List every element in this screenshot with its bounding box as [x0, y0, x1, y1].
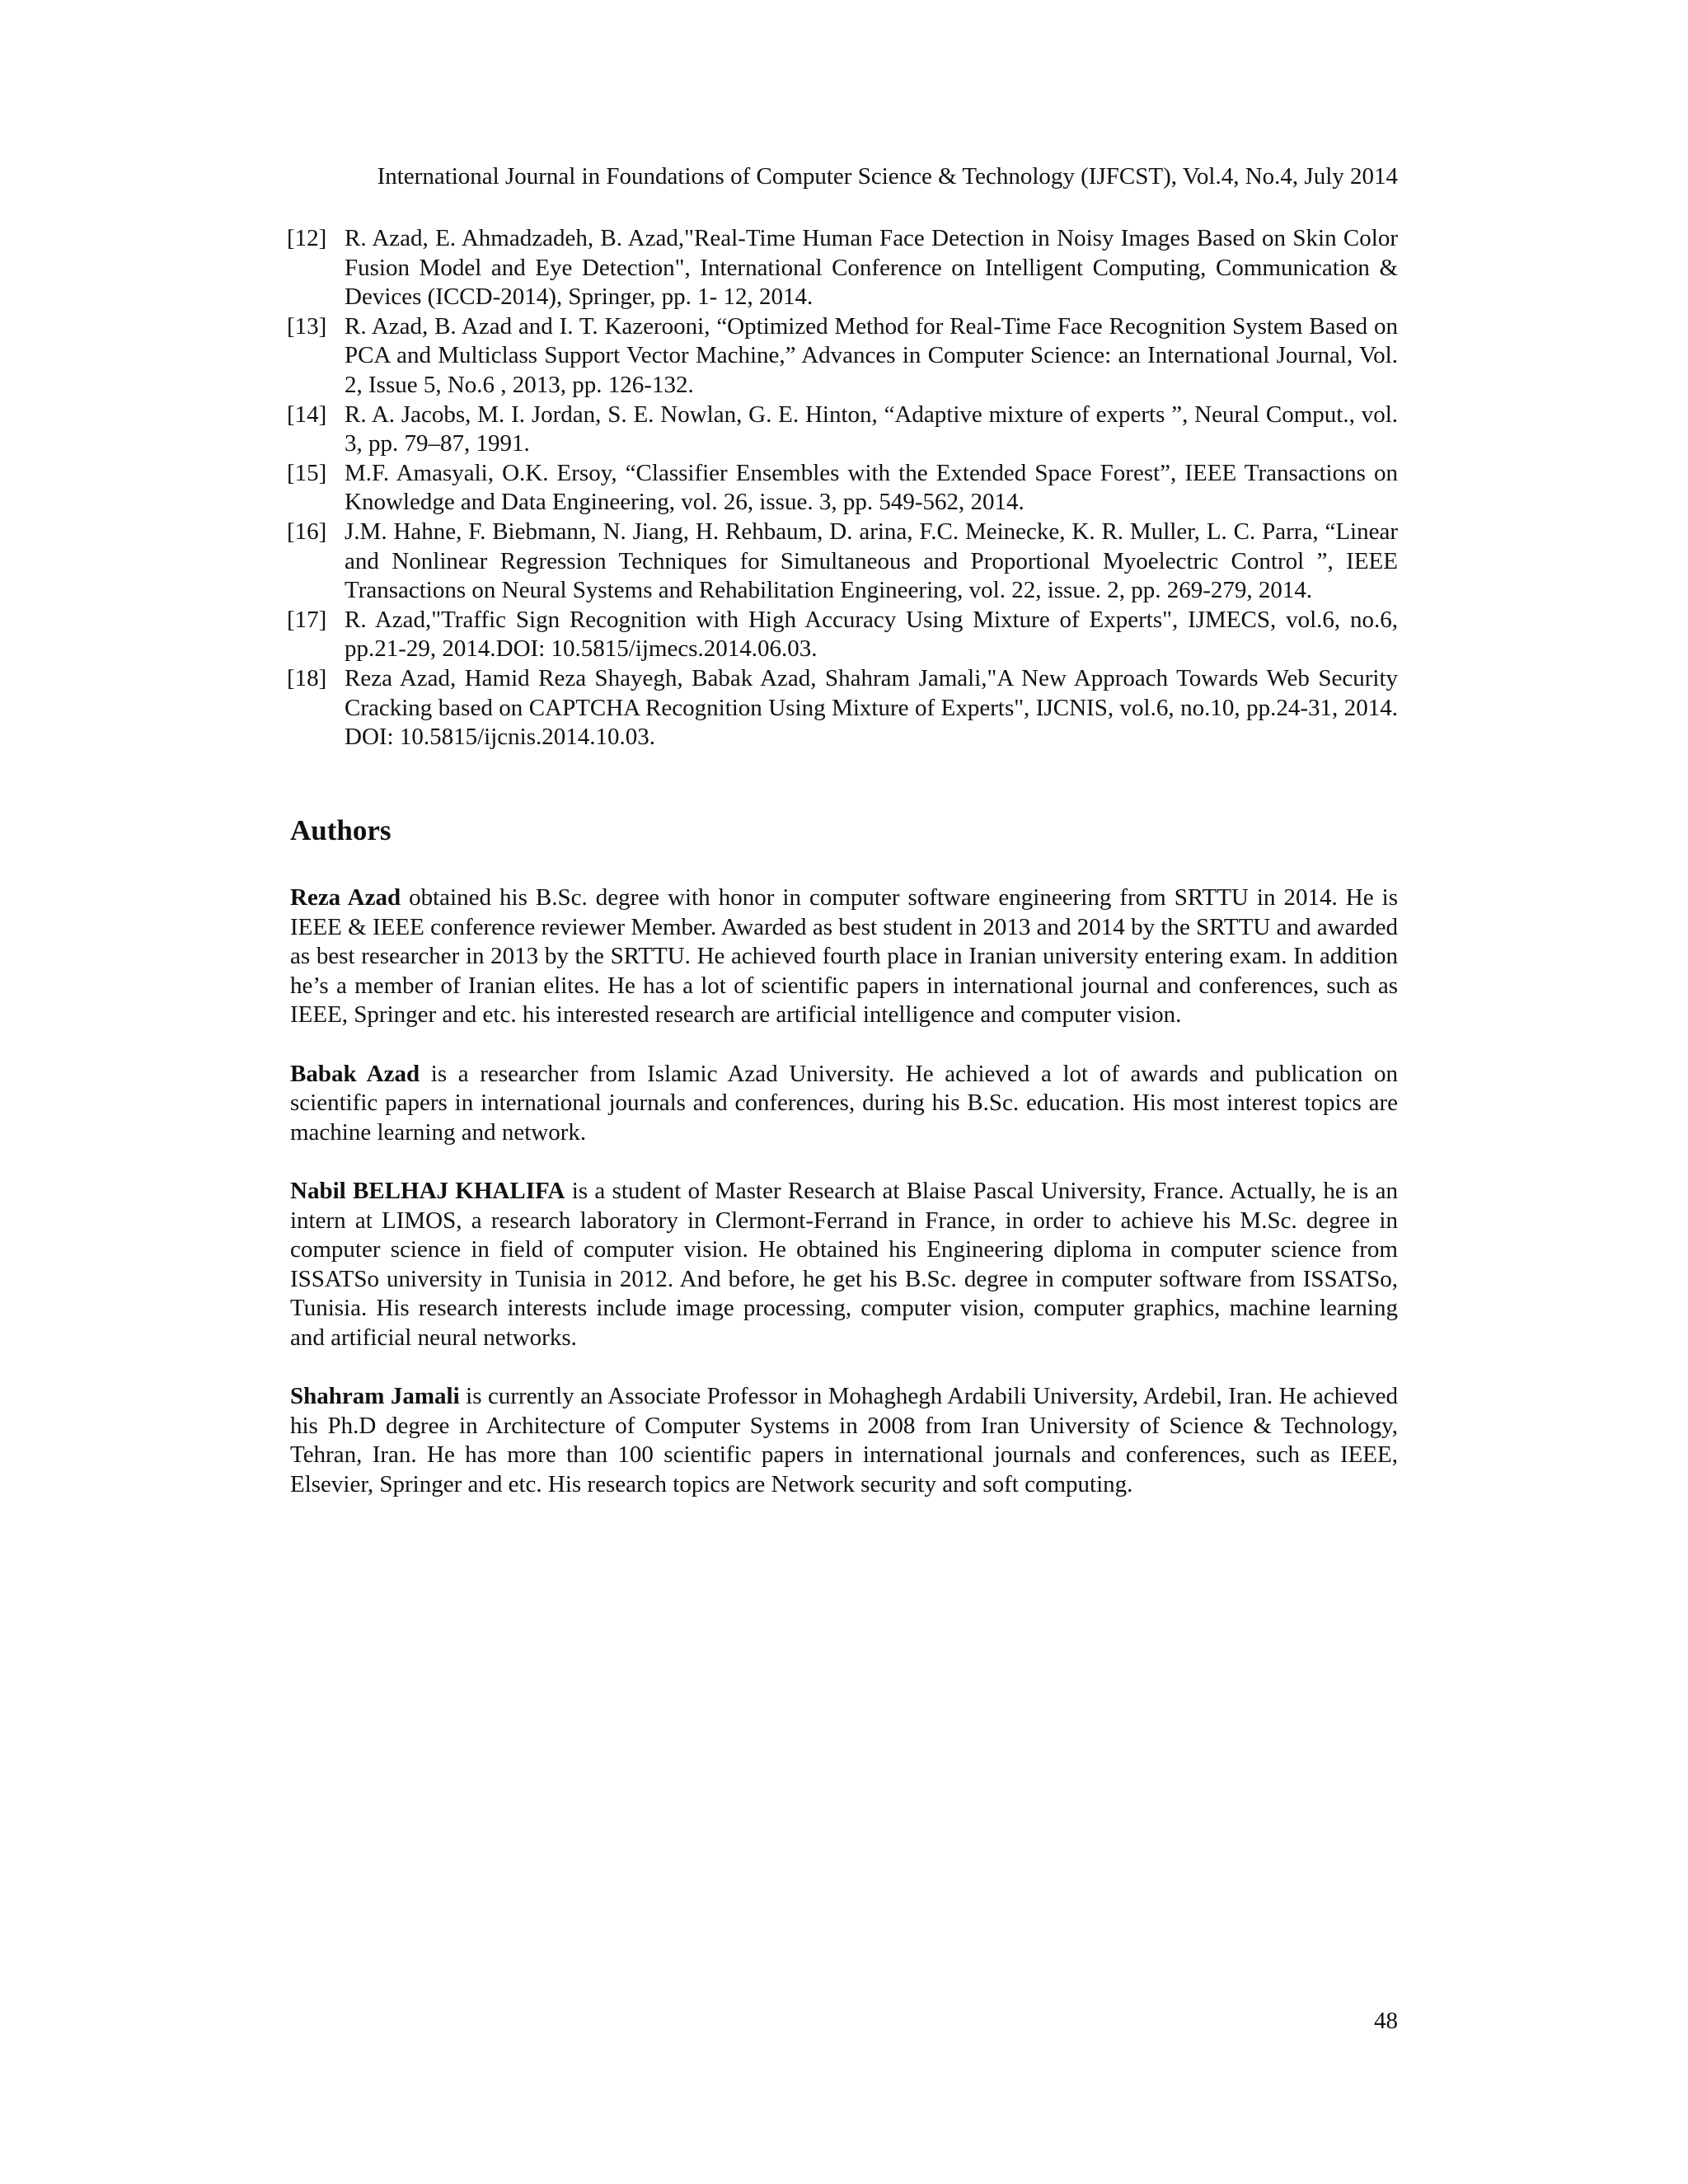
running-header: International Journal in Foundations of Computer Science & Technology (IJFCST), Vol.4, No.4, July 2014: [377, 163, 1398, 190]
reference-label: [13]: [287, 312, 327, 340]
author-bio: [290, 1382, 1398, 1499]
reference-text: R. Azad, E. Ahmadzadeh, B. Azad,"Real-Time Human Face Detection in Noisy Images Based on Skin Color Fusion Model and Eye Detection", International Conference on Intelligent Computing, Communication & Devices (ICCD-2014), Springer, pp. 1- 12, 2014.: [345, 225, 1398, 311]
author-name: Babak Azad: [290, 1060, 420, 1087]
reference-item: [287, 459, 1398, 518]
reference-text: R. Azad, B. Azad and I. T. Kazerooni, “Optimized Method for Real-Time Face Recognition System Based on PCA and Multiclass Support Vector Machine,” Advances in Computer Science: an International Journal, Vol. 2, Issue 5, No.6 , 2013, pp. 126-132.: [345, 312, 1398, 398]
reference-item: [287, 401, 1398, 459]
reference-list: [287, 224, 1398, 752]
reference-item: [287, 606, 1398, 664]
reference-item: [287, 312, 1398, 401]
reference-label: [17]: [287, 606, 327, 633]
author-name: Reza Azad: [290, 884, 401, 911]
reference-label: [16]: [287, 518, 327, 545]
page-number: 48: [1374, 2008, 1398, 2034]
author-bio-text: is a researcher from Islamic Azad University. He achieved a lot of awards and publication on scientific papers in international journals and conferences, during his B.Sc. education. His most interest topics are machine learning and network.: [290, 1060, 1398, 1146]
reference-label: [14]: [287, 401, 327, 428]
reference-item: [287, 518, 1398, 606]
reference-text: R. A. Jacobs, M. I. Jordan, S. E. Nowlan, G. E. Hinton, “Adaptive mixture of experts ”, Neural Comput., vol. 3, pp. 79–87, 1991.: [345, 401, 1398, 457]
reference-item: [287, 664, 1398, 752]
author-name: Shahram Jamali: [290, 1383, 460, 1410]
author-bio: [290, 1060, 1398, 1148]
reference-text: Reza Azad, Hamid Reza Shayegh, Babak Azad, Shahram Jamali,"A New Approach Towards Web Security Cracking based on CAPTCHA Recognition Using Mixture of Experts", IJCNIS, vol.6, no.10, pp.24-31, 2014. DOI: 10.5815/ijcnis.2014.10.03.: [345, 664, 1398, 751]
reference-label: [15]: [287, 459, 327, 486]
author-bio: [290, 1177, 1398, 1353]
reference-text: M.F. Amasyali, O.K. Ersoy, “Classifier Ensembles with the Extended Space Forest”, IEEE Transactions on Knowledge and Data Engineering, vol. 26, issue. 3, pp. 549-562, 2014.: [345, 459, 1398, 516]
reference-label: [12]: [287, 225, 327, 251]
author-bio-text: is currently an Associate Professor in Mohaghegh Ardabili University, Ardebil, Iran. He achieved his Ph.D degree in Architecture of Computer Systems in 2008 from Iran University of Science & Technology, Tehran, Iran. He has more than 100 scientific papers in international journals and conferences, such as IEEE, Elsevier, Springer and etc. His research topics are Network security and soft computing.: [290, 1383, 1398, 1497]
reference-item: [287, 224, 1398, 312]
author-name: Nabil BELHAJ KHALIFA: [290, 1177, 565, 1204]
author-bio-text: is a student of Master Research at Blaise Pascal University, France. Actually, he is an intern at LIMOS, a research laboratory in Clermont-Ferrand in France, in order to achieve his M.Sc. degree in computer science in field of computer vision. He obtained his Engineering diploma in computer science from ISSATSo university in Tunisia in 2012. And before, he get his B.Sc. degree in computer software from ISSATSo, Tunisia. His research interests include image processing, computer vision, computer graphics, machine learning and artificial neural networks.: [290, 1177, 1398, 1351]
reference-text: J.M. Hahne, F. Biebmann, N. Jiang, H. Rehbaum, D. arina, F.C. Meinecke, K. R. Muller, L. C. Parra, “Linear and Nonlinear Regression Techniques for Simultaneous and Proportional Myoelectric Control ”, IEEE Transactions on Neural Systems and Rehabilitation Engineering, vol. 22, issue. 2, pp. 269-279, 2014.: [345, 518, 1398, 604]
author-bio: [290, 883, 1398, 1030]
reference-label: [18]: [287, 664, 327, 691]
reference-text: R. Azad,"Traffic Sign Recognition with High Accuracy Using Mixture of Experts", IJMECS, vol.6, no.6, pp.21-29, 2014.DOI: 10.5815/ijmecs.2014.06.03.: [345, 606, 1398, 663]
authors-heading: Authors: [290, 814, 392, 846]
author-bio-text: obtained his B.Sc. degree with honor in computer software engineering from SRTTU in 2014. He is IEEE & IEEE conference reviewer Member. Awarded as best student in 2013 and 2014 by the SRTTU and awarded as best researcher in 2013 by the SRTTU. He achieved fourth place in Iranian university entering exam. In addition he’s a member of Iranian elites. He has a lot of scientific papers in international journal and conferences, such as IEEE, Springer and etc. his interested research are artificial intelligence and computer vision.: [290, 884, 1398, 1029]
author-bios: [290, 883, 1398, 1529]
